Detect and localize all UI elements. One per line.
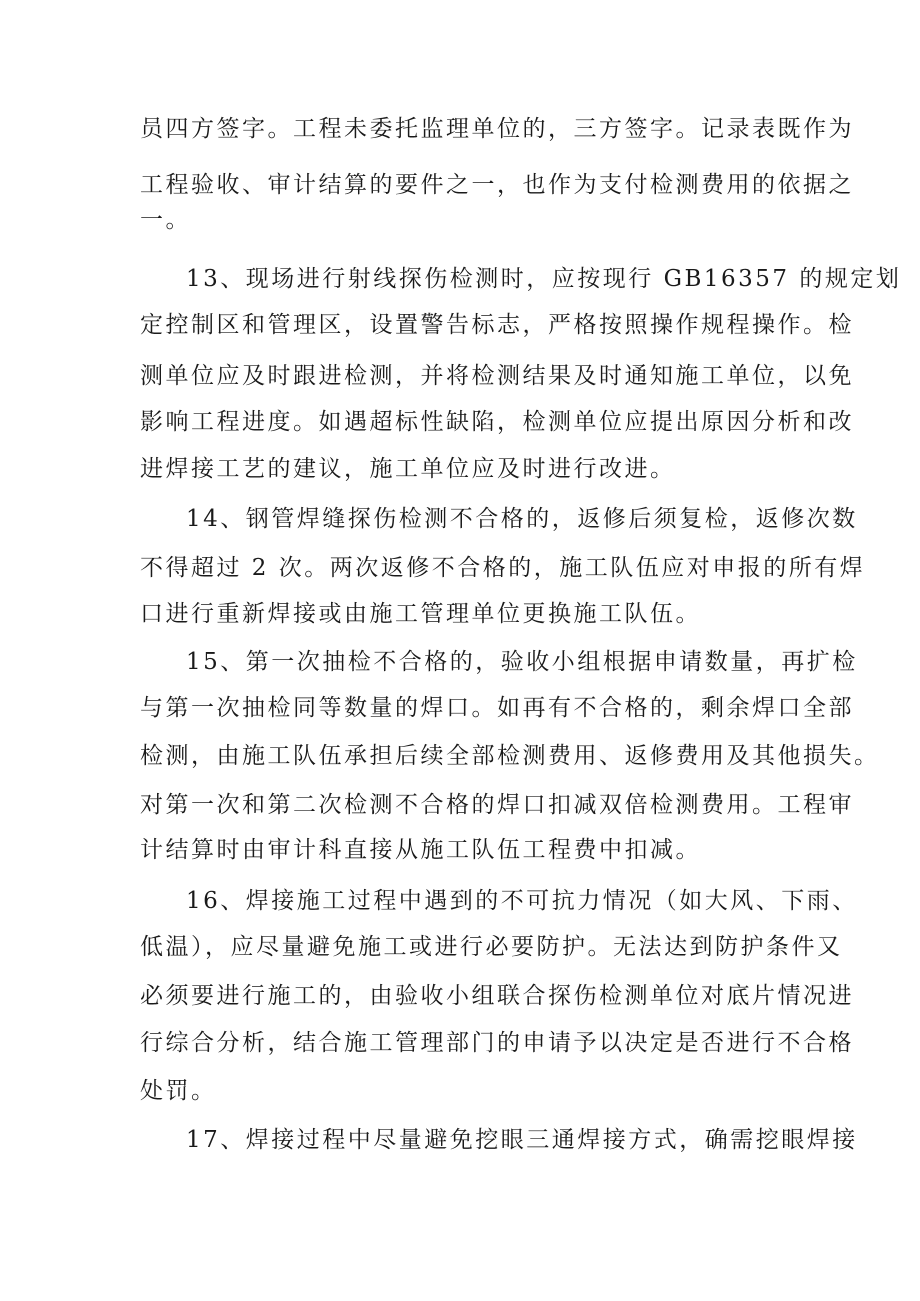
paragraph-16-start: 16、焊接施工过程中遇到的不可抗力情况（如大风、下雨、 (186, 888, 858, 914)
text-line: 工程验收、审计结算的要件之一，也作为支付检测费用的依据之 (140, 172, 854, 198)
paragraph-13-start: 13、现场进行射线探伤检测时，应按现行 GB16357 的规定划 (186, 266, 902, 292)
text-line: 与第一次抽检同等数量的焊口。如再有不合格的，剩余焊口全部 (140, 695, 854, 721)
text-line: 处罚。 (140, 1078, 217, 1104)
text-line: 一。 (140, 207, 191, 233)
text-line: 必须要进行施工的，由验收小组联合探伤检测单位对底片情况进 (140, 983, 854, 1009)
text-line: 口进行重新焊接或由施工管理单位更换施工队伍。 (140, 601, 701, 627)
text-line: 对第一次和第二次检测不合格的焊口扣减双倍检测费用。工程审 (140, 792, 854, 818)
text-line: 行综合分析，结合施工管理部门的申请予以决定是否进行不合格 (140, 1030, 854, 1056)
paragraph-15-start: 15、第一次抽检不合格的，验收小组根据申请数量，再扩检 (186, 649, 858, 675)
text-line: 测单位应及时跟进检测，并将检测结果及时通知施工单位，以免 (140, 363, 854, 389)
paragraph-17-start: 17、焊接过程中尽量避免挖眼三通焊接方式，确需挖眼焊接 (186, 1127, 858, 1153)
text-line: 检测，由施工队伍承担后续全部检测费用、返修费用及其他损失。 (140, 743, 880, 769)
text-line: 不得超过 2 次。两次返修不合格的，施工队伍应对申报的所有焊 (140, 555, 866, 581)
text-line: 计结算时由审计科直接从施工队伍工程费中扣减。 (140, 837, 701, 863)
text-line: 员四方签字。工程未委托监理单位的，三方签字。记录表既作为 (140, 116, 854, 142)
text-line: 低温），应尽量避免施工或进行必要防护。无法达到防护条件又 (140, 934, 843, 960)
text-line: 影响工程进度。如遇超标性缺陷，检测单位应提出原因分析和改 (140, 409, 854, 435)
paragraph-14-start: 14、钢管焊缝探伤检测不合格的，返修后须复检，返修次数 (186, 506, 858, 532)
text-line: 进焊接工艺的建议，施工单位应及时进行改进。 (140, 456, 676, 482)
text-line: 定控制区和管理区，设置警告标志，严格按照操作规程操作。检 (140, 312, 854, 338)
